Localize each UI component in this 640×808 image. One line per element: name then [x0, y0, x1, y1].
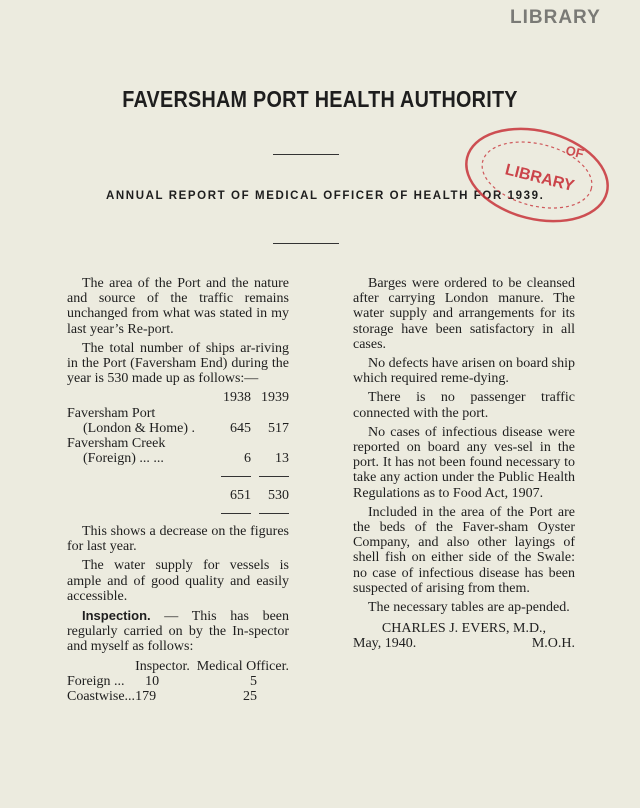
library-circular-stamp: [455, 120, 620, 230]
cell-inspector: 10: [145, 673, 160, 689]
paragraph: This shows a decrease on the figures for last year.: [67, 524, 289, 555]
signature-title: M.O.H.: [531, 636, 575, 652]
table-total-row: [67, 482, 289, 503]
stamp-center-text: LIBRARY: [503, 161, 576, 195]
cell-inspector: 179: [135, 689, 157, 705]
paragraph: Barges were ordered to be cleansed after carrying London manure. The water supply and arrangements for its storage have been satisfactory in all cases.: [353, 276, 575, 352]
rule-row: [67, 466, 289, 481]
rule-row: [67, 503, 289, 518]
paragraph: The total number of ships ar-riving in the Port (Faversham End) during the year is 530 made up as follows:—: [67, 340, 289, 387]
sum-rule: [259, 513, 289, 514]
divider-bottom: [273, 243, 339, 244]
signature-line: [353, 636, 575, 651]
row-label: Coastwise...: [67, 689, 136, 705]
signature-date: May, 1940.: [353, 636, 417, 652]
row-label: Faversham Port: [67, 405, 156, 421]
column-header: 1939: [261, 390, 289, 406]
ships-table: [67, 390, 289, 518]
table-header-row: [67, 659, 289, 674]
table-row: [67, 674, 289, 689]
cell-1938: 645: [230, 420, 251, 436]
paragraph: No defects have arisen on board ship which required reme-dying.: [353, 356, 575, 387]
paragraph: The area of the Port and the nature and source of the traffic remains unchanged from what was stated in my last year’s Re-port.: [67, 276, 289, 337]
row-label: Faversham Creek: [67, 436, 166, 452]
cell-medical-officer: 25: [243, 689, 257, 705]
table-row: [67, 421, 289, 436]
paragraph: The water supply for vessels is ample and of good quality and easily accessible.: [67, 558, 289, 604]
paragraph: [67, 608, 289, 655]
sum-rule: [259, 476, 289, 477]
column-header: Medical Officer.: [196, 658, 289, 674]
table-header-row: [67, 390, 289, 405]
row-sublabel: (Foreign) ... ...: [83, 451, 164, 467]
cell-1939: 13: [275, 451, 289, 467]
row-label: Foreign ...: [67, 673, 125, 689]
inspection-table: [67, 659, 289, 705]
inspection-heading: Inspection.: [82, 608, 151, 624]
column-header: Inspector.: [135, 658, 190, 674]
left-column: [67, 276, 289, 704]
row-sublabel: (London & Home) .: [83, 420, 195, 436]
report-subtitle: ANNUAL REPORT OF MEDICAL OFFICER OF HEALTH FOR 1939.: [106, 190, 545, 202]
table-row: [67, 436, 289, 451]
right-column: [353, 276, 575, 652]
total-1938: 651: [230, 487, 251, 503]
sum-rule: [221, 476, 251, 477]
inspection-text: — This has been regularly carried on by the In-spector and myself as follows:: [67, 609, 289, 655]
paragraph: Included in the area of the Port are the beds of the Faver-sham Oyster Company, and also other layings of shell fish on either side of the Swale: no case of infectious disease has been suspected of arising from them.: [353, 504, 575, 596]
page-title: FAVERSHAM PORT HEALTH AUTHORITY: [122, 86, 518, 112]
table-row: [67, 689, 289, 704]
column-header: 1938: [223, 390, 251, 406]
total-1939: 530: [268, 487, 289, 503]
cell-1939: 517: [268, 420, 289, 436]
table-row: [67, 406, 289, 421]
stamp-arc-text: OF: [564, 142, 586, 162]
sum-rule: [221, 513, 251, 514]
divider-top: [273, 154, 339, 155]
paragraph: No cases of infectious disease were reported on board any ves-sel in the port. It has not been found necessary to take any action under the Public Health Regulations as to Food Act, 1907.: [353, 424, 575, 501]
paragraph: There is no passenger traffic connected with the port.: [353, 390, 575, 421]
signature-name: CHARLES J. EVERS, M.D.,: [381, 621, 547, 637]
cell-medical-officer: 5: [250, 673, 257, 689]
paragraph: The necessary tables are ap-pended.: [368, 600, 570, 616]
cell-1938: 6: [244, 451, 251, 467]
library-stamp-text: LIBRARY: [510, 7, 601, 28]
table-row: [67, 451, 289, 466]
